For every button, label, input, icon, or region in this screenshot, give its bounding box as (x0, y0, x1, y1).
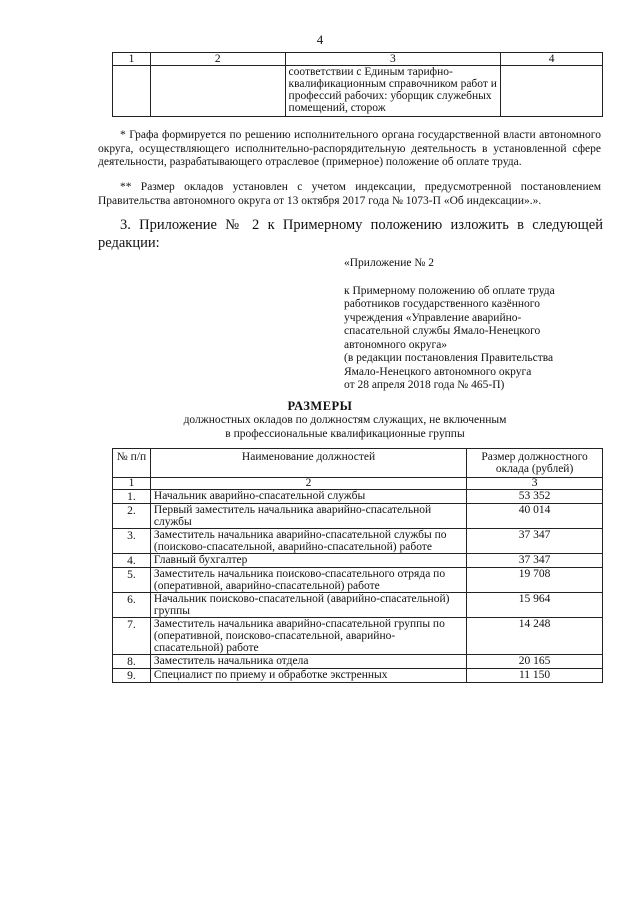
row-number: 9. (113, 669, 151, 683)
section-subheading (150, 413, 540, 441)
table-row (113, 669, 603, 683)
position-name: Первый заместитель начальника аварийно-спасательной службы (150, 504, 466, 529)
appendix-line: от 28 апреля 2018 года № 465-П) (344, 379, 505, 391)
table-row (113, 618, 603, 655)
row-number: 3. (113, 529, 151, 554)
table-header-row (113, 53, 603, 66)
salary-value: 37 347 (467, 554, 603, 568)
position-name: Заместитель начальника отдела (150, 655, 466, 669)
row-number: 6. (113, 593, 151, 618)
position-name: Начальник поисково-спасательной (аварийно-спасательной) группы (150, 593, 466, 618)
appendix-title: «Приложение № 2 (344, 257, 434, 269)
table-row (113, 554, 603, 568)
empty-cell (501, 66, 603, 117)
table-row (113, 66, 603, 117)
column-index-row (113, 478, 603, 490)
salary-value: 37 347 (467, 529, 603, 554)
salary-value: 14 248 (467, 618, 603, 655)
appendix-header (344, 257, 604, 393)
position-name: Заместитель начальника аварийно-спасательной службы по (поисково-спасательной, аварийно-спасательной) работе (150, 529, 466, 554)
row-number: 4. (113, 554, 151, 568)
position-name: Начальник аварийно-спасательной службы (150, 490, 466, 504)
row-number: 8. (113, 655, 151, 669)
salary-value: 40 014 (467, 504, 603, 529)
position-name: Заместитель начальника поисково-спасательного отряда по (оперативной, аварийно-спасательной) работе (150, 568, 466, 593)
appendix-line: (в редакции постановления Правительства (344, 352, 554, 364)
row-number: 5. (113, 568, 151, 593)
paragraph-3: 3. Приложение № 2 к Примерному положению изложить в следующей редакции: (98, 217, 603, 251)
column-index-3: 3 (467, 478, 603, 490)
column-index-2: 2 (150, 478, 466, 490)
footnote-2: ** Размер окладов установлен с учетом индексации, предусмотренной постановлением Правительства автономного округа от 13 октября 2017 года № 1073-П «Об индексации».». (98, 181, 601, 207)
column-index-2: 2 (150, 53, 285, 66)
appendix-line: Ямало-Ненецкого автономного округа (344, 365, 532, 378)
table-row (113, 490, 603, 504)
page-number: 4 (316, 32, 324, 47)
column-index-1: 1 (113, 53, 151, 66)
section-heading: РАЗМЕРЫ (287, 399, 353, 413)
salary-value: 20 165 (467, 655, 603, 669)
table-row (113, 529, 603, 554)
column-header-number: № п/п (113, 449, 151, 478)
column-index-4: 4 (501, 53, 603, 66)
appendix-line: спасательной службы Ямало-Ненецкого (344, 325, 541, 337)
footnote-1: * Графа формируется по решению исполнительного органа государственной власти автономного округа, осуществляющего исполнительно-распорядительную деятельность в установленной сфере деятельности, разрабатывающего отраслевое (примерное) положение об оплате труда. (98, 129, 601, 168)
salary-value: 11 150 (467, 669, 603, 683)
salary-value: 15 964 (467, 593, 603, 618)
column-header-position: Наименование должностей (150, 449, 466, 478)
empty-cell (150, 66, 285, 117)
appendix-line: к Примерному положению об оплате труда (344, 284, 555, 297)
salary-table (112, 448, 603, 683)
appendix-line: автономного округа» (344, 338, 448, 351)
table-row (113, 593, 603, 618)
empty-cell (113, 66, 151, 117)
row-number: 2. (113, 504, 151, 529)
continued-table (112, 52, 603, 117)
position-name: Заместитель начальника аварийно-спасательной группы по (оперативной, поисково-спасательной, аварийно-спасательной) работе (150, 618, 466, 655)
table-row (113, 504, 603, 529)
position-name: Главный бухгалтер (150, 554, 466, 568)
column-index-3: 3 (285, 53, 501, 66)
position-name: Специалист по приему и обработке экстренных (150, 669, 466, 683)
continued-cell-text: соответствии с Единым тарифно-квалификационным справочником работ и профессий рабочих: уборщик служебных помещений, сторож (285, 66, 501, 117)
column-index-1: 1 (113, 478, 151, 490)
table-row (113, 568, 603, 593)
salary-value: 19 708 (467, 568, 603, 593)
row-number: 7. (113, 618, 151, 655)
subheading-line: должностных окладов по должностям служащих, не включенным (183, 414, 507, 426)
appendix-line: работников государственного казённого (344, 298, 540, 310)
row-number: 1. (113, 490, 151, 504)
column-header-salary: Размер должностного оклада (рублей) (467, 449, 603, 478)
salary-value: 53 352 (467, 490, 603, 504)
table-header-row (113, 449, 603, 478)
subheading-line: в профессиональные квалификационные группы (225, 428, 465, 440)
appendix-line: учреждения «Управление аварийно- (344, 311, 522, 324)
table-row (113, 655, 603, 669)
